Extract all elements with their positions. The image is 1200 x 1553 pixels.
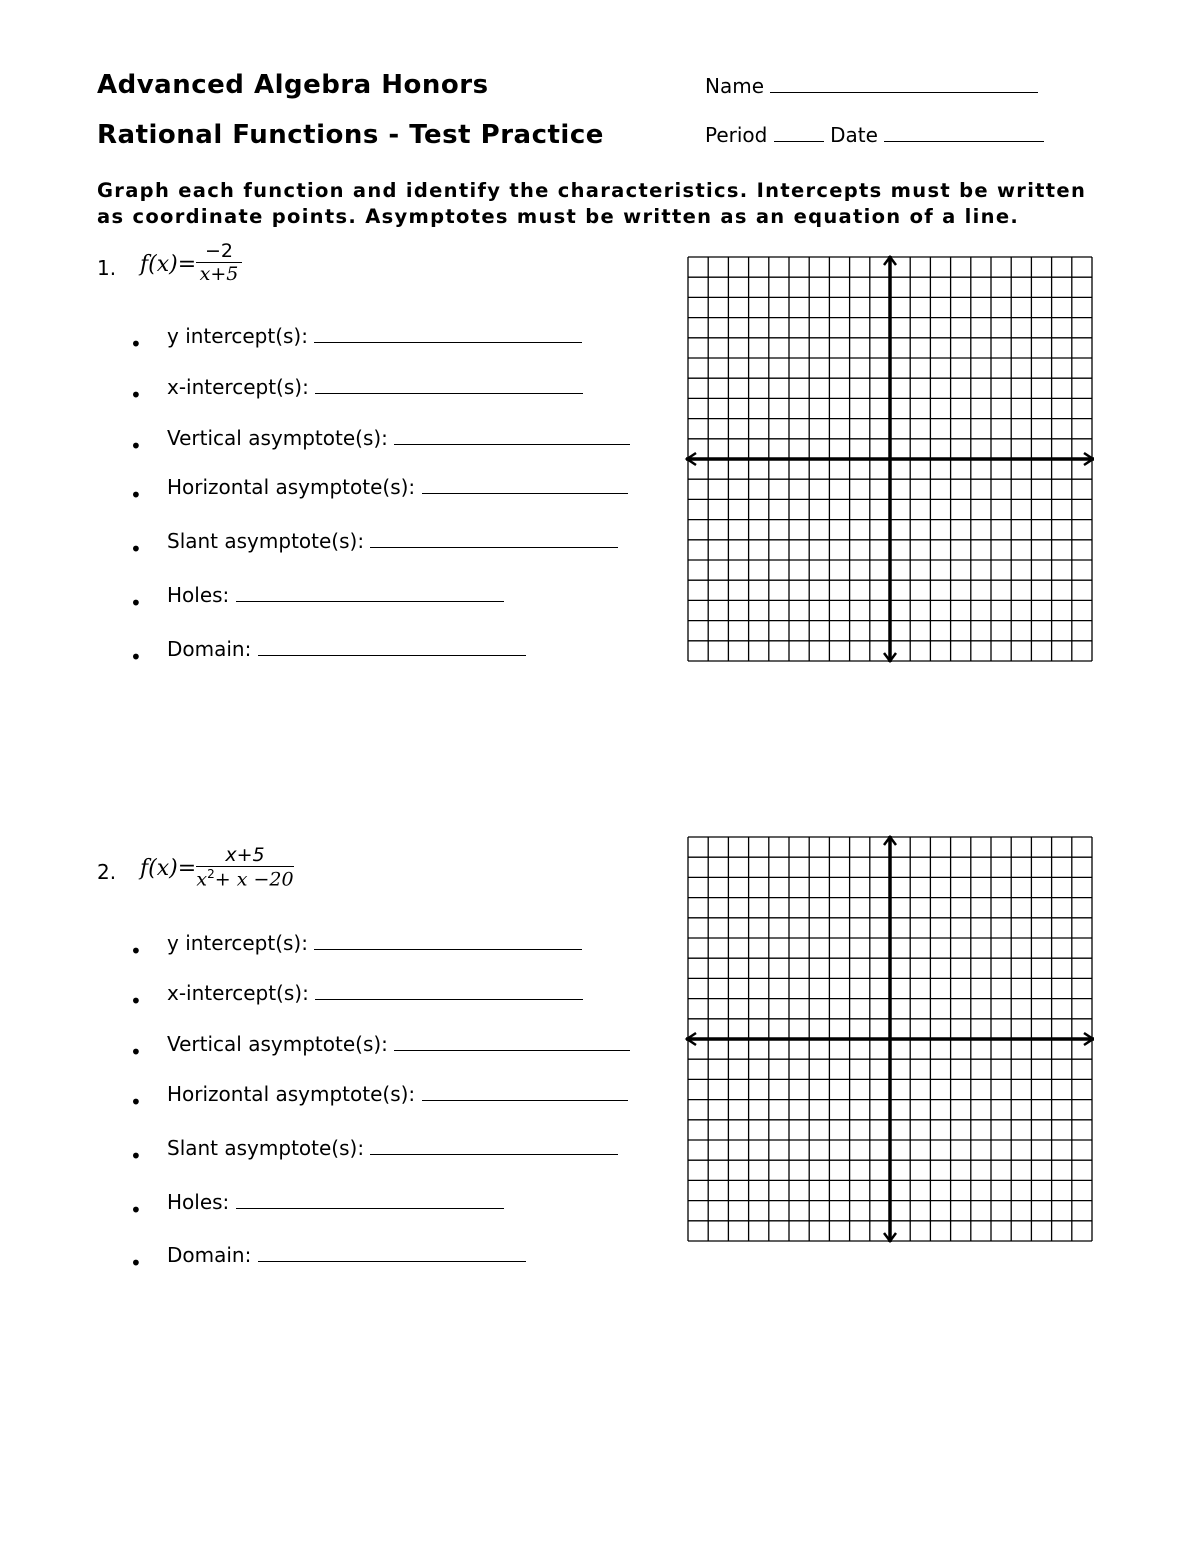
bullet-icon: •	[130, 591, 142, 615]
vertical-asymptote-field[interactable]	[394, 1030, 630, 1051]
item-label: Domain:	[167, 637, 252, 661]
date-label: Date	[830, 123, 878, 147]
x-intercept-field[interactable]	[315, 979, 583, 1000]
holes-field[interactable]	[236, 1188, 504, 1209]
item-label: Holes:	[167, 1190, 230, 1214]
bullet-icon: •	[130, 483, 142, 507]
domain-field[interactable]	[258, 1241, 526, 1262]
problem-2-lhs: f(x)=	[140, 856, 197, 881]
bullet-icon: •	[130, 989, 142, 1013]
worksheet-subtitle: Rational Functions - Test Practice	[97, 120, 604, 150]
coordinate-grid-1[interactable]	[684, 254, 1094, 666]
name-label: Name	[705, 74, 765, 98]
period-label: Period	[705, 123, 768, 147]
bullet-icon: •	[130, 939, 142, 963]
item-label: x-intercept(s):	[167, 981, 309, 1005]
y-intercept-field[interactable]	[314, 929, 582, 950]
problem-1-number: 1.	[97, 256, 117, 280]
bullet-icon: •	[130, 383, 142, 407]
item-label: Vertical asymptote(s):	[167, 1032, 388, 1056]
problem-1-fraction	[196, 240, 242, 285]
denominator-exponent: 2	[207, 867, 215, 881]
item-label: Vertical asymptote(s):	[167, 426, 388, 450]
x-intercept-field[interactable]	[315, 373, 583, 394]
bullet-icon: •	[130, 1144, 142, 1168]
domain-field[interactable]	[258, 635, 526, 656]
period-date-row	[705, 121, 1044, 147]
course-title: Advanced Algebra Honors	[97, 70, 489, 100]
holes-field[interactable]	[236, 581, 504, 602]
problem-2-number: 2.	[97, 860, 117, 884]
vertical-asymptote-field[interactable]	[394, 424, 630, 445]
problem-2-denominator	[196, 867, 294, 890]
slant-asymptote-field[interactable]	[370, 1134, 618, 1155]
problem-1-lhs: f(x)=	[140, 252, 197, 277]
coordinate-grid-2[interactable]	[684, 834, 1094, 1246]
item-label: Horizontal asymptote(s):	[167, 475, 416, 499]
name-row	[705, 72, 1038, 98]
item-label: Slant asymptote(s):	[167, 1136, 365, 1160]
instructions: Graph each function and identify the characteristics. Intercepts must be written as coordinate points. Asymptotes must be written as an equation of a line.	[97, 179, 1087, 228]
item-label: y intercept(s):	[167, 931, 308, 955]
bullet-icon: •	[130, 434, 142, 458]
bullet-icon: •	[130, 1251, 142, 1275]
item-label: x-intercept(s):	[167, 375, 309, 399]
item-label: Holes:	[167, 583, 230, 607]
item-label: Slant asymptote(s):	[167, 529, 365, 553]
name-field[interactable]	[770, 72, 1038, 93]
bullet-icon: •	[130, 1090, 142, 1114]
problem-1-denominator: x+5	[199, 263, 239, 285]
item-label: Domain:	[167, 1243, 252, 1267]
y-intercept-field[interactable]	[314, 322, 582, 343]
period-field[interactable]	[774, 121, 824, 142]
slant-asymptote-field[interactable]	[370, 527, 618, 548]
item-label: Horizontal asymptote(s):	[167, 1082, 416, 1106]
horizontal-asymptote-field[interactable]	[422, 473, 628, 494]
problem-2-fraction	[196, 844, 294, 890]
problem-1-numerator: −2	[204, 240, 233, 262]
bullet-icon: •	[130, 332, 142, 356]
bullet-icon: •	[130, 645, 142, 669]
problem-2-numerator: x+5	[225, 844, 265, 866]
item-label: y intercept(s):	[167, 324, 308, 348]
bullet-icon: •	[130, 1198, 142, 1222]
bullet-icon: •	[130, 1040, 142, 1064]
date-field[interactable]	[884, 121, 1044, 142]
denominator-base: x	[196, 868, 208, 891]
horizontal-asymptote-field[interactable]	[422, 1080, 628, 1101]
bullet-icon: •	[130, 537, 142, 561]
denominator-rest: + x −20	[214, 868, 294, 891]
